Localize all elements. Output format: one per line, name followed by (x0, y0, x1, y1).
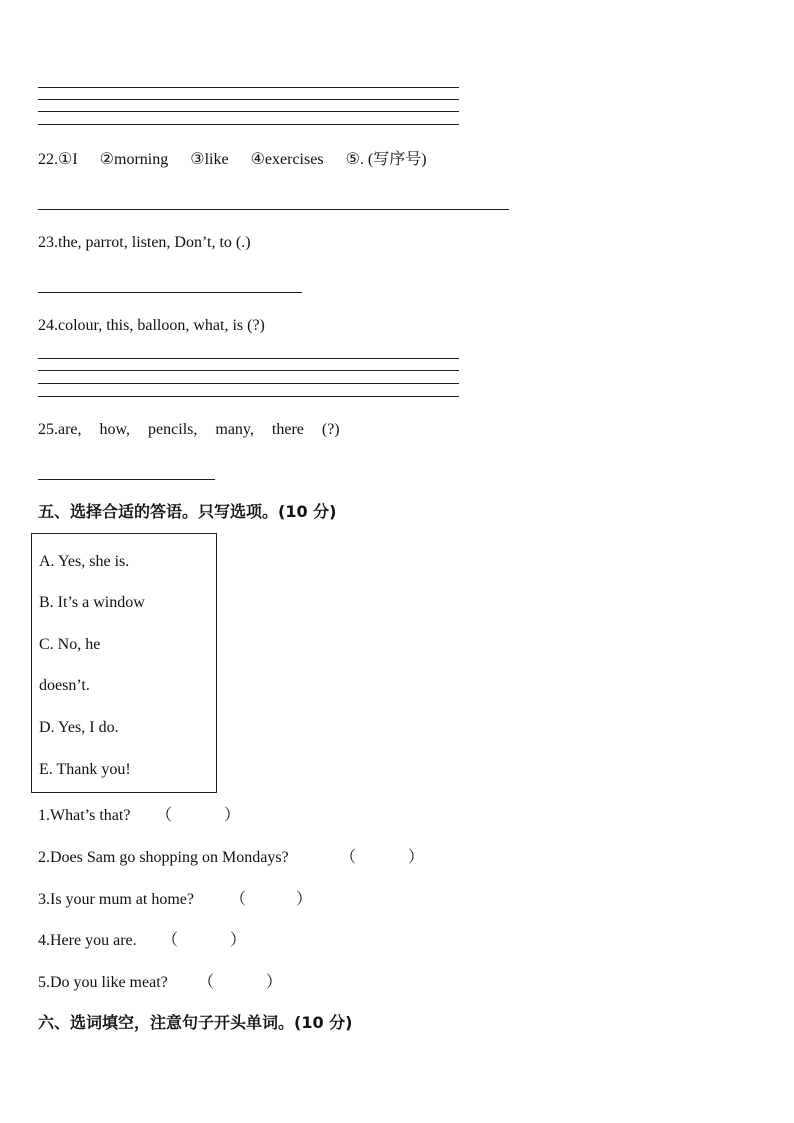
question-text: 4.Here you are. (38, 932, 137, 949)
paren-close: ） (408, 849, 425, 866)
question-24: 24.colour, this, balloon, what, is (?) (38, 317, 265, 334)
answer-line[interactable] (38, 124, 459, 125)
answer-option: D. Yes, I do. (39, 719, 119, 736)
paren-open: （ (340, 849, 357, 866)
question-number: 25. (38, 421, 58, 438)
word-option: ④exercises (250, 151, 324, 168)
answer-blank[interactable] (218, 973, 264, 993)
paren-open: （ (198, 974, 215, 991)
answer-line[interactable] (38, 111, 459, 112)
word-option: ③like (190, 151, 229, 168)
question-text: 3.Is your mum at home? (38, 891, 194, 908)
paren-close: ） (296, 891, 313, 908)
answer-line[interactable] (38, 87, 459, 88)
word-option: (?) (321, 421, 340, 438)
answer-option: doesn’t. (39, 677, 90, 694)
word-option: ①I (58, 151, 78, 168)
answer-line[interactable] (38, 292, 302, 293)
section-heading: 六、选词填空，注意句子开头单词。(10 分) (38, 1013, 353, 1032)
answer-blank[interactable] (250, 890, 296, 910)
answer-option: C. No, he (39, 636, 101, 653)
answer-line[interactable] (38, 99, 459, 100)
word-option: pencils, (148, 421, 198, 438)
answer-option: E. Thank you! (39, 761, 131, 778)
question-22 (38, 150, 449, 170)
answer-line[interactable] (38, 209, 509, 210)
paren-close: ） (224, 807, 241, 824)
question-25 (38, 420, 358, 440)
word-option: how, (99, 421, 131, 438)
word-option: ②morning (99, 151, 169, 168)
section-heading: 五、选择合适的答语。只写选项。(10 分) (38, 502, 337, 521)
answer-line[interactable] (38, 383, 459, 384)
answer-line[interactable] (38, 370, 459, 371)
paren-close: ） (230, 932, 247, 949)
answer-line[interactable] (38, 396, 459, 397)
paren-close: ） (266, 974, 283, 991)
word-option: are, (58, 421, 82, 438)
word-option: many, (215, 421, 254, 438)
answer-line[interactable] (38, 479, 215, 480)
question-text: 5.Do you like meat? (38, 974, 168, 991)
paren-open: （ (230, 891, 247, 908)
paren-open: （ (156, 807, 173, 824)
word-option: ⑤. (写序号) (345, 151, 427, 168)
answer-options-box (31, 533, 217, 793)
question-23: 23.the, parrot, listen, Don’t, to (.) (38, 234, 251, 251)
word-option: there (271, 421, 304, 438)
answer-option: B. It’s a window (39, 594, 145, 611)
answer-option: A. Yes, she is. (39, 553, 130, 570)
question-text: 1.What’s that? (38, 807, 131, 824)
answer-blank[interactable] (182, 931, 228, 951)
answer-blank[interactable] (176, 806, 222, 826)
question-text: 2.Does Sam go shopping on Mondays? (38, 849, 289, 866)
answer-blank[interactable] (360, 848, 406, 868)
paren-open: （ (162, 932, 179, 949)
answer-line[interactable] (38, 358, 459, 359)
question-number: 22. (38, 151, 58, 168)
